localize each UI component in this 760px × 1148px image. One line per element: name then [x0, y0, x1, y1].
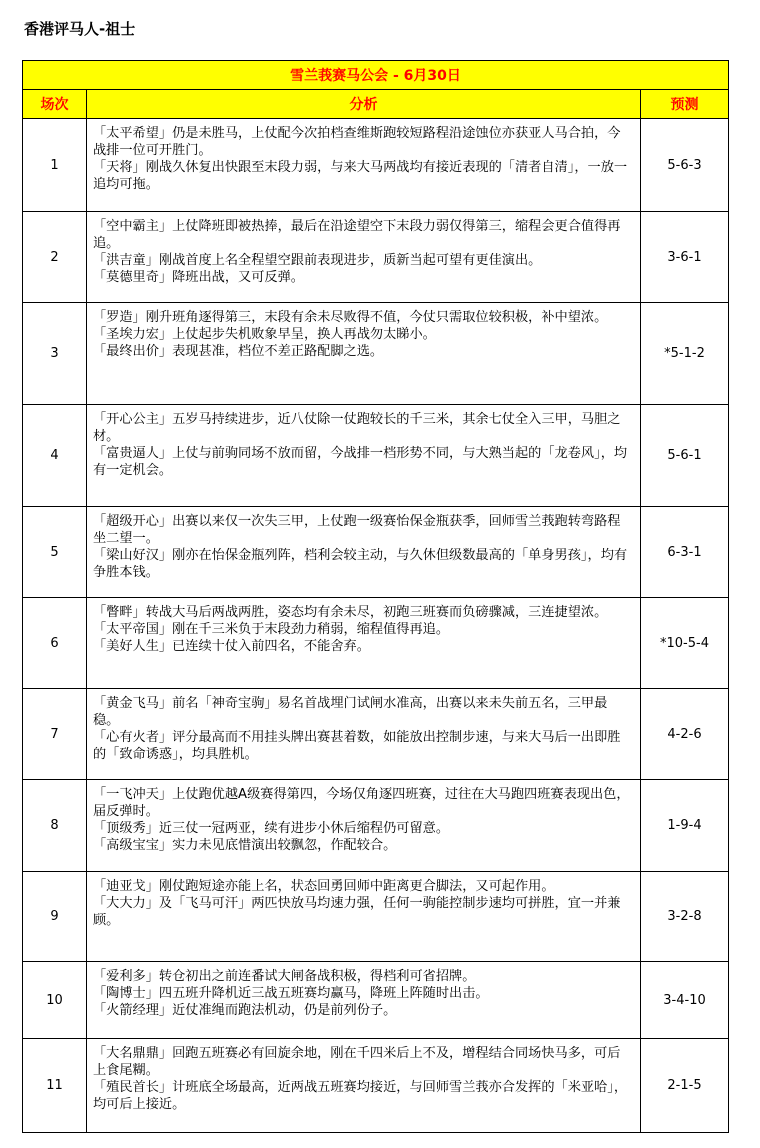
analysis-line: 「开心公主」五岁马持续进步，近八仗除一仗跑较长的千三米，其余七仗全入三甲，马胆之材。 [93, 412, 621, 444]
race-analysis [87, 1039, 641, 1133]
analysis-line: 「黄金飞马」前名「神奇宝驹」易名首战埋门试闸水准高，出赛以来未失前五名，三甲最稳。 [93, 696, 608, 728]
analysis-line: 「迪亚戈」刚仗跑短途亦能上名，状态回勇回师中距离更合脚法，又可起作用。 [93, 879, 555, 894]
racing-table [22, 60, 729, 1133]
race-analysis [87, 212, 641, 303]
analysis-line: 「高级宝宝」实力未见底惜演出较飘忽，作配较合。 [93, 838, 397, 853]
race-prediction: 3-4-10 [641, 962, 729, 1039]
analysis-line: 「美好人生」已连续十仗入前四名，不能舍弃。 [93, 639, 370, 654]
race-prediction: 5-6-1 [641, 405, 729, 507]
race-prediction: 5-6-3 [641, 119, 729, 212]
table-row [23, 212, 729, 303]
analysis-line: 「太平帝国」刚在千三米负于末段劲力稍弱，缩程值得再追。 [93, 622, 450, 637]
analysis-line: 「心有火者」评分最高而不用挂头牌出赛甚着数，如能放出控制步速，与来大马后一出即胜的「致命诱惑」，均具胜机。 [93, 730, 621, 762]
table-row [23, 598, 729, 689]
race-number: 8 [23, 780, 87, 872]
analysis-line: 「陶博士」四五班升降机近三战五班赛均赢马，降班上阵随时出击。 [93, 986, 489, 1001]
race-prediction: 3-6-1 [641, 212, 729, 303]
analysis-line: 「顶级秀」近三仗一冠两亚，续有进步小休后缩程仍可留意。 [93, 821, 450, 836]
race-analysis [87, 872, 641, 962]
race-number: 10 [23, 962, 87, 1039]
race-analysis [87, 598, 641, 689]
race-number: 11 [23, 1039, 87, 1133]
table-row [23, 689, 729, 780]
race-number: 5 [23, 507, 87, 598]
table-row [23, 1039, 729, 1133]
analysis-line: 「最终出价」表现甚准，档位不差正路配脚之选。 [93, 344, 384, 359]
race-prediction: 6-3-1 [641, 507, 729, 598]
table-row [23, 119, 729, 212]
analysis-line: 「瞥畔」转战大马后两战两胜，姿态均有余未尽，初跑三班赛而负磅骤减，三连捷望浓。 [93, 605, 608, 620]
race-prediction: *5-1-2 [641, 303, 729, 405]
analysis-line: 「洪吉童」刚战首度上名全程望空跟前表现进步，质新当起可望有更佳演出。 [93, 253, 542, 268]
race-analysis [87, 780, 641, 872]
race-number: 6 [23, 598, 87, 689]
race-analysis [87, 303, 641, 405]
race-prediction: 3-2-8 [641, 872, 729, 962]
race-number: 1 [23, 119, 87, 212]
table-row [23, 872, 729, 962]
table-row [23, 962, 729, 1039]
header-analysis: 分析 [87, 90, 641, 119]
analysis-line: 「大名鼎鼎」回跑五班赛必有回旋余地，刚在千四米后上不及，增程结合同场快马多，可后上食尾糊。 [93, 1046, 621, 1078]
analysis-line: 「富贵逼人」上仗与前驹同场不放而留，今战排一档形势不同，与大熟当起的「龙卷风」，均有一定机会。 [93, 446, 628, 478]
race-analysis [87, 689, 641, 780]
header-race: 场次 [23, 90, 87, 119]
race-analysis [87, 507, 641, 598]
table-row [23, 303, 729, 405]
race-prediction: *10-5-4 [641, 598, 729, 689]
race-prediction: 2-1-5 [641, 1039, 729, 1133]
analysis-line: 「莫德里奇」降班出战，又可反弹。 [93, 270, 304, 285]
race-analysis [87, 119, 641, 212]
analysis-line: 「天将」刚战久休复出快跟至末段力弱，与来大马两战均有接近表现的「清者自清」，一放一追均可拖。 [93, 160, 628, 192]
table-title: 雪兰莪赛马公会 - 6月30日 [23, 61, 729, 90]
analysis-line: 「大大力」及「飞马可汗」两匹快放马均速力强，任何一驹能控制步速均可拼胜，宜一并兼顾。 [93, 896, 621, 928]
table-body [23, 119, 729, 1133]
analysis-line: 「殖民首长」计班底全场最高，近两战五班赛均接近，与回师雪兰莪亦合发挥的「米亚哈」，均可后上接近。 [93, 1080, 628, 1112]
race-number: 4 [23, 405, 87, 507]
race-number: 2 [23, 212, 87, 303]
analysis-line: 「一飞冲天」上仗跑优越A级赛得第四，今场仅角逐四班赛，过往在大马跑四班赛表现出色，届反弹时。 [93, 787, 630, 819]
race-prediction: 4-2-6 [641, 689, 729, 780]
race-analysis [87, 962, 641, 1039]
analysis-line: 「爱利多」转仓初出之前连番试大闸备战积极，得档利可省招牌。 [93, 969, 476, 984]
analysis-line: 「梁山好汉」刚亦在怡保金瓶列阵，档利会较主动，与久休但级数最高的「单身男孩」，均有争胜本钱。 [93, 548, 628, 580]
analysis-line: 「空中霸主」上仗降班即被热捧，最后在沿途望空下末段力弱仅得第三，缩程会更合值得再追。 [93, 219, 621, 251]
table-row [23, 507, 729, 598]
analysis-line: 「火箭经理」近仗准绳而跑法机动，仍是前列份子。 [93, 1003, 397, 1018]
race-number: 9 [23, 872, 87, 962]
table-row [23, 780, 729, 872]
race-analysis [87, 405, 641, 507]
race-number: 3 [23, 303, 87, 405]
table-row [23, 405, 729, 507]
analysis-line: 「太平希望」仍是未胜马，上仗配今次拍档查维斯跑较短路程沿途蚀位亦获亚人马合拍，今战排一位可开胜门。 [93, 126, 621, 158]
analysis-line: 「罗造」刚升班角逐得第三，末段有余未尽败得不值，今仗只需取位较积极，补中望浓。 [93, 310, 608, 325]
header-prediction: 预测 [641, 90, 729, 119]
race-number: 7 [23, 689, 87, 780]
page-title: 香港评马人-祖士 [24, 20, 136, 38]
analysis-line: 「圣埃力宏」上仗起步失机败象早呈，换人再战勿太睇小。 [93, 327, 436, 342]
race-prediction: 1-9-4 [641, 780, 729, 872]
analysis-line: 「超级开心」出赛以来仅一次失三甲，上仗跑一级赛怡保金瓶获季，回师雪兰莪跑转弯路程坐二望一。 [93, 514, 621, 546]
